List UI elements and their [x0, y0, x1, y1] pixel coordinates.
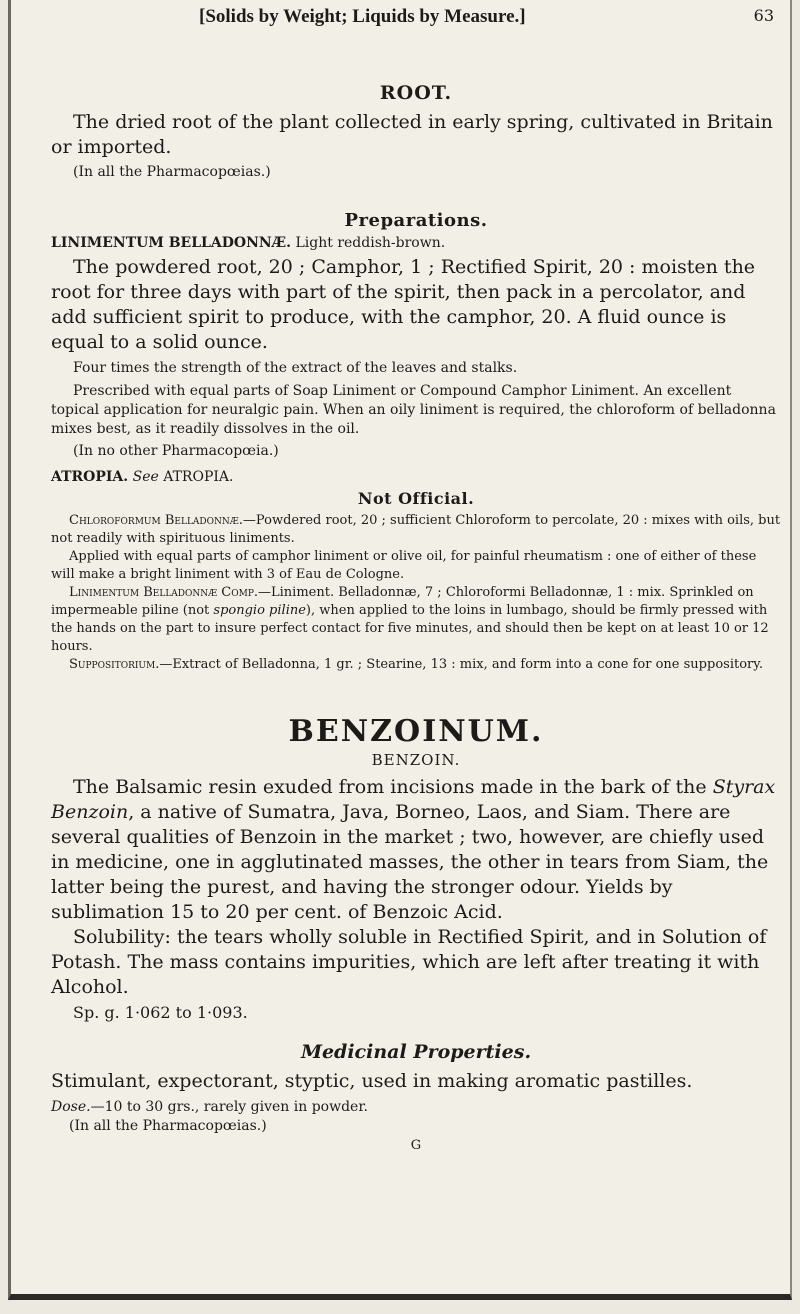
atropia-see-target: ATROPIA.: [163, 469, 234, 485]
liniment-entry: [51, 235, 781, 251]
benzoinum-subtitle: BENZOIN.: [371, 751, 461, 769]
chloroformum-applied: Applied with equal parts of camphor liniment or olive oil, for painful rheumatism : one of either of these will make a bright liniment with 3 of Eau de Cologne.: [51, 549, 757, 582]
liniment-comp-entry: [51, 584, 781, 656]
liniment-body: The powdered root, 20 ; Camphor, 1 ; Rectified Spirit, 20 : moisten the root for three days with part of the spirit, then pack in a percolator, and add sufficient spirit to produce, with the camphor, 20. A fluid ounce is equal to a solid ounce.: [51, 256, 756, 353]
chloroformum-text: —Powdered root, 20 ; sufficient Chloroform to percolate, 20 : mixes with oils, but not readily with spirituous liniments.: [51, 513, 781, 546]
benzoinum-title: BENZOINUM.: [288, 714, 544, 749]
root-description: The dried root of the plant collected in early spring, cultivated in Britain or imported.: [51, 111, 773, 158]
benzoinum-desc-italic: Styrax Benzoin: [51, 776, 776, 823]
liniment-name: LINIMENTUM BELLADONNÆ.: [51, 235, 292, 251]
benzoinum-desc-b: , a native of Sumatra, Java, Borneo, Laos, and Siam. There are several qualities of Benzoin in the market ; two, however, are chiefly used in medicine, one in agglutinated masses, the other in tears from Siam, the latter being the purest, and having the stronger odour. Yields by sublimation 15 to 20 per cent. of Benzoic Acid.: [51, 801, 769, 923]
dose-text: —10 to 30 grs., rarely given in powder.: [90, 1099, 368, 1115]
running-head: [Solids by Weight; Liquids by Measure.]: [199, 6, 526, 27]
liniment-note: (In no other Pharmacopœia.): [73, 443, 279, 459]
atropia-see-label: See: [132, 469, 159, 485]
liniment-comp-text-a: —Liniment. Belladonnæ, 7 ; Chloroformi Belladonnæ, 1 : mix. Sprinkled on impermeable piline (not: [51, 585, 754, 618]
atropia-name: ATROPIA.: [51, 469, 129, 485]
suppository-text: —Extract of Belladonna, 1 gr. ; Stearine, 13 : mix, and form into a cone for one suppository.: [159, 657, 763, 672]
benzoinum-note: (In all the Pharmacopœias.): [69, 1118, 267, 1134]
dose-label: Dose.: [51, 1099, 91, 1115]
benzoinum-sp-gravity: Sp. g. 1·062 to 1·093.: [73, 1003, 248, 1022]
dose-line: [51, 1098, 781, 1117]
suppository-name: Suppositorium.: [69, 657, 160, 672]
liniment-strength: Four times the strength of the extract of the leaves and stalks.: [73, 360, 518, 376]
liniment-comp-name: Linimentum Belladonnæ Comp.: [69, 585, 259, 600]
liniment-prescribed: Prescribed with equal parts of Soap Liniment or Compound Camphor Liniment. An excellent topical application for neuralgic pain. When an oily liniment is required, the chloroform of belladonna mixes best, as it readily dissolves in the oil.: [51, 383, 776, 437]
liniment-comp-text-b: ), when applied to the loins in lumbago, should be firmly pressed with the hands on the part to insure perfect contact for five minutes, and should then be kept on at least 10 or 12 hours.: [51, 603, 769, 654]
chloroformum-entry: [51, 512, 781, 548]
liniment-color: Light reddish-brown.: [295, 235, 446, 251]
liniment-comp-italic: spongio piline: [213, 603, 306, 618]
benzoinum-description: [51, 775, 781, 925]
chloroformum-name: Chloroformum Belladonnæ.: [69, 513, 243, 528]
benzoinum-solubility: Solubility: the tears wholly soluble in Rectified Spirit, and in Solution of Potash. The mass contains impurities, which are left after treating it with Alcohol.: [51, 926, 767, 998]
page-number: 63: [753, 6, 774, 25]
root-note: (In all the Pharmacopœias.): [73, 164, 271, 180]
preparations-heading: Preparations.: [344, 210, 488, 231]
page-content: [51, 82, 781, 1153]
benzoinum-desc-a: The Balsamic resin exuded from incisions made in the bark of the: [73, 776, 713, 798]
root-title: ROOT.: [379, 82, 453, 104]
not-official-heading: Not Official.: [357, 489, 475, 508]
atropia-entry: [51, 469, 781, 485]
medicinal-text: Stimulant, expectorant, styptic, used in making aromatic pastilles.: [51, 1070, 693, 1092]
medicinal-heading: Medicinal Properties.: [300, 1041, 532, 1063]
suppository-entry: [51, 656, 781, 674]
signature-mark: G: [410, 1138, 422, 1153]
book-page: [8, 0, 792, 1300]
